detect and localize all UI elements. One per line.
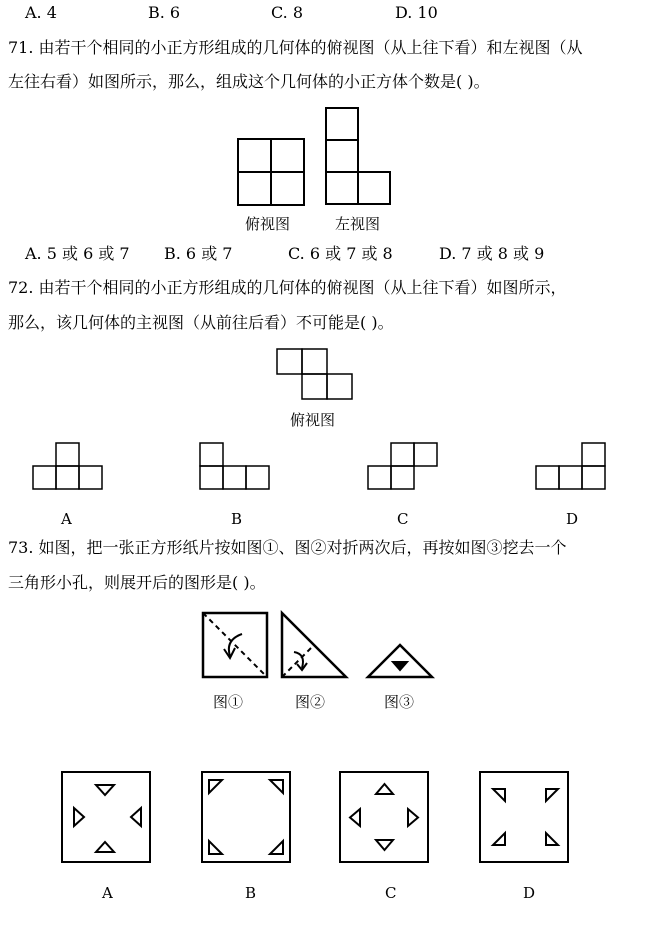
q73-fig3 xyxy=(368,645,432,677)
q72-choice-c-figure xyxy=(368,443,437,489)
q72-choice-a-figure xyxy=(33,443,102,489)
q72-choice-b-figure xyxy=(200,443,269,489)
q72-top-view-label: 俯视图 xyxy=(290,411,336,429)
q73-text-line2: 三角形小孔，则展开后的图形是( )。 xyxy=(8,573,266,592)
q71-text-line1: 71. 由若干个相同的小正方形组成的几何体的俯视图（从上往下看）和左视图（从 xyxy=(8,38,583,57)
q71-option-d[interactable]: D. 7 或 8 或 9 xyxy=(439,244,545,263)
q72-choice-d-figure xyxy=(536,443,605,489)
q73-choice-d-label[interactable]: D xyxy=(523,884,536,902)
q72-choice-d-label[interactable]: D xyxy=(566,510,579,528)
q73-choice-b-label[interactable]: B xyxy=(245,884,257,902)
q73-fig2-label: 图② xyxy=(295,693,326,711)
q71-text-line2: 左往右看）如图所示，那么，组成这个几何体的小正方体个数是( )。 xyxy=(8,72,490,91)
q71-option-c[interactable]: C. 6 或 7 或 8 xyxy=(288,244,393,263)
q73-choice-a-label[interactable]: A xyxy=(102,884,113,902)
q73-fig3-label: 图③ xyxy=(384,693,415,711)
q71-left-view-label: 左视图 xyxy=(335,215,381,233)
q71-left-view xyxy=(326,108,390,204)
q72-choice-a-label[interactable]: A xyxy=(61,510,72,528)
q71-top-view-label: 俯视图 xyxy=(245,215,291,233)
q71-option-a[interactable]: A. 5 或 6 或 7 xyxy=(25,244,130,263)
q73-choice-c-label[interactable]: C xyxy=(385,884,397,902)
q73-fig1-label: 图① xyxy=(213,693,244,711)
q70-option-c[interactable]: C. 8 xyxy=(271,3,304,22)
q72-choice-b-label[interactable]: B xyxy=(231,510,243,528)
q73-choice-b-figure xyxy=(202,772,290,862)
q73-fig1 xyxy=(203,613,267,677)
q70-option-d[interactable]: D. 10 xyxy=(395,3,438,22)
q70-option-a[interactable]: A. 4 xyxy=(25,3,57,22)
q72-text-line1: 72. 由若干个相同的小正方形组成的几何体的俯视图（从上往下看）如图所示， xyxy=(8,278,567,297)
q72-text-line2: 那么，该几何体的主视图（从前往后看）不可能是( )。 xyxy=(8,313,394,332)
q72-choice-c-label[interactable]: C xyxy=(397,510,409,528)
q70-option-b[interactable]: B. 6 xyxy=(148,3,181,22)
q73-text-line1: 73. 如图，把一张正方形纸片按如图①、图②对折两次后，再按如图③挖去一个 xyxy=(8,538,567,557)
q71-option-b[interactable]: B. 6 或 7 xyxy=(164,244,233,263)
q73-choice-d-figure xyxy=(480,772,568,862)
q72-top-view xyxy=(277,349,352,399)
q73-fig2 xyxy=(282,613,346,677)
q73-choice-a-figure xyxy=(62,772,150,862)
q73-choice-c-figure xyxy=(340,772,428,862)
